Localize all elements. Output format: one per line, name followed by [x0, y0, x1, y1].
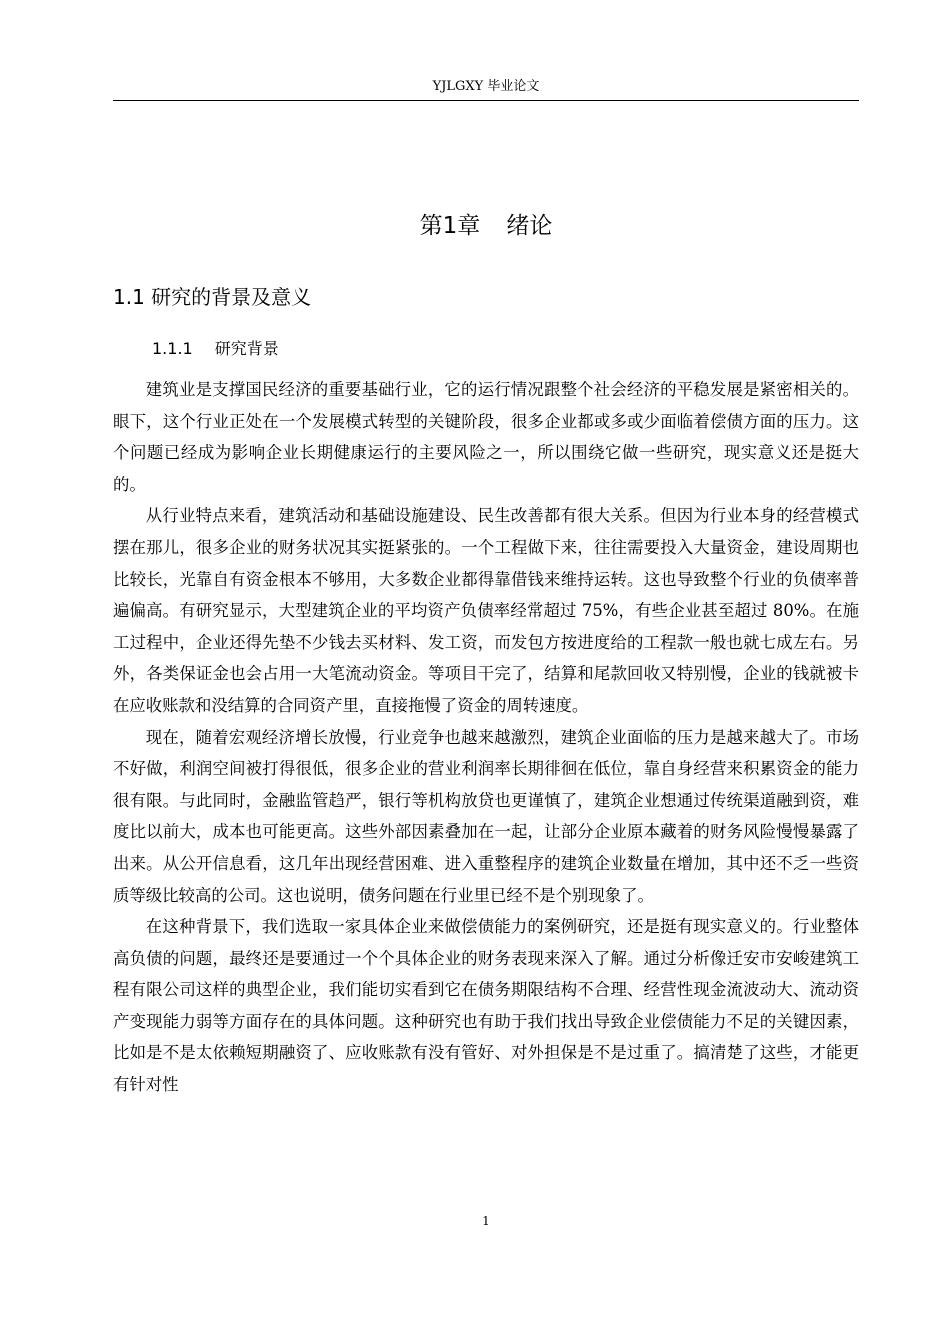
- chapter-number: 第1章: [419, 213, 481, 239]
- body-text: [113, 374, 859, 1101]
- subsection-number: 1.1.1: [152, 339, 193, 358]
- paragraph: 在这种背景下，我们选取一家具体企业来做偿债能力的案例研究，还是挺有现实意义的。行业整体高负债的问题，最终还是要通过一个个具体企业的财务表现来深入了解。通过分析像迁安市安峻建筑工程有限公司这样的典型企业，我们能切实看到它在债务期限结构不合理、经营性现金流波动大、流动资产变现能力弱等方面存在的具体问题。这种研究也有助于我们找出导致企业偿债能力不足的关键因素，比如是不是太依赖短期融资了、应收账款有没有管好、对外担保是不是过重了。搞清楚了这些，才能更有针对性: [113, 917, 859, 1095]
- subsection-title: 研究背景: [214, 339, 279, 358]
- section-heading: 1.1 研究的背景及意义: [113, 285, 312, 309]
- header-divider: [113, 100, 859, 101]
- paragraph: 现在，随着宏观经济增长放慢，行业竞争也越来越激烈，建筑企业面临的压力是越来越大了。市场不好做，利润空间被打得很低，很多企业的营业利润率长期徘徊在低位，靠自身经营来积累资金的能力很有限。与此同时，金融监管趋严，银行等机构放贷也更谨慎了，建筑企业想通过传统渠道融到资，难度比以前大，成本也可能更高。这些外部因素叠加在一起，让部分企业原本藏着的财务风险慢慢暴露了出来。从公开信息看，这几年出现经营困难、进入重整程序的建筑企业数量在增加，其中还不乏一些资质等级比较高的公司。这也说明，债务问题在行业里已经不是个别现象了。: [113, 727, 859, 905]
- chapter-title: 绪论: [506, 213, 553, 239]
- subsection-heading: [152, 337, 279, 361]
- chapter-heading: [113, 210, 859, 242]
- running-header: YJLGXY 毕业论文: [432, 79, 540, 94]
- paragraph: 建筑业是支撑国民经济的重要基础行业，它的运行情况跟整个社会经济的平稳发展是紧密相关的。眼下，这个行业正处在一个发展模式转型的关键阶段，很多企业都或多或少面临着偿债方面的压力。这个问题已经成为影响企业长期健康运行的主要风险之一，所以围绕它做一些研究，现实意义还是挺大的。: [113, 380, 859, 494]
- paragraph: 从行业特点来看，建筑活动和基础设施建设、民生改善都有很大关系。但因为行业本身的经营模式摆在那儿，很多企业的财务状况其实挺紧张的。一个工程做下来，往往需要投入大量资金，建设周期也比较长，光靠自有资金根本不够用，大多数企业都得靠借钱来维持运转。这也导致整个行业的负债率普遍偏高。有研究显示，大型建筑企业的平均资产负债率经常超过 75%，有些企业甚至超过 80%。在施工过程中，企业还得先垫不少钱去买材料、发工资，而发包方按进度给的工程款一般也就七成左右。另外，各类保证金也会占用一大笔流动资金。等项目干完了，结算和尾款回收又特别慢，企业的钱就被卡在应收账款和没结算的合同资产里，直接拖慢了资金的周转速度。: [113, 506, 859, 715]
- page-number: 1: [482, 1214, 490, 1228]
